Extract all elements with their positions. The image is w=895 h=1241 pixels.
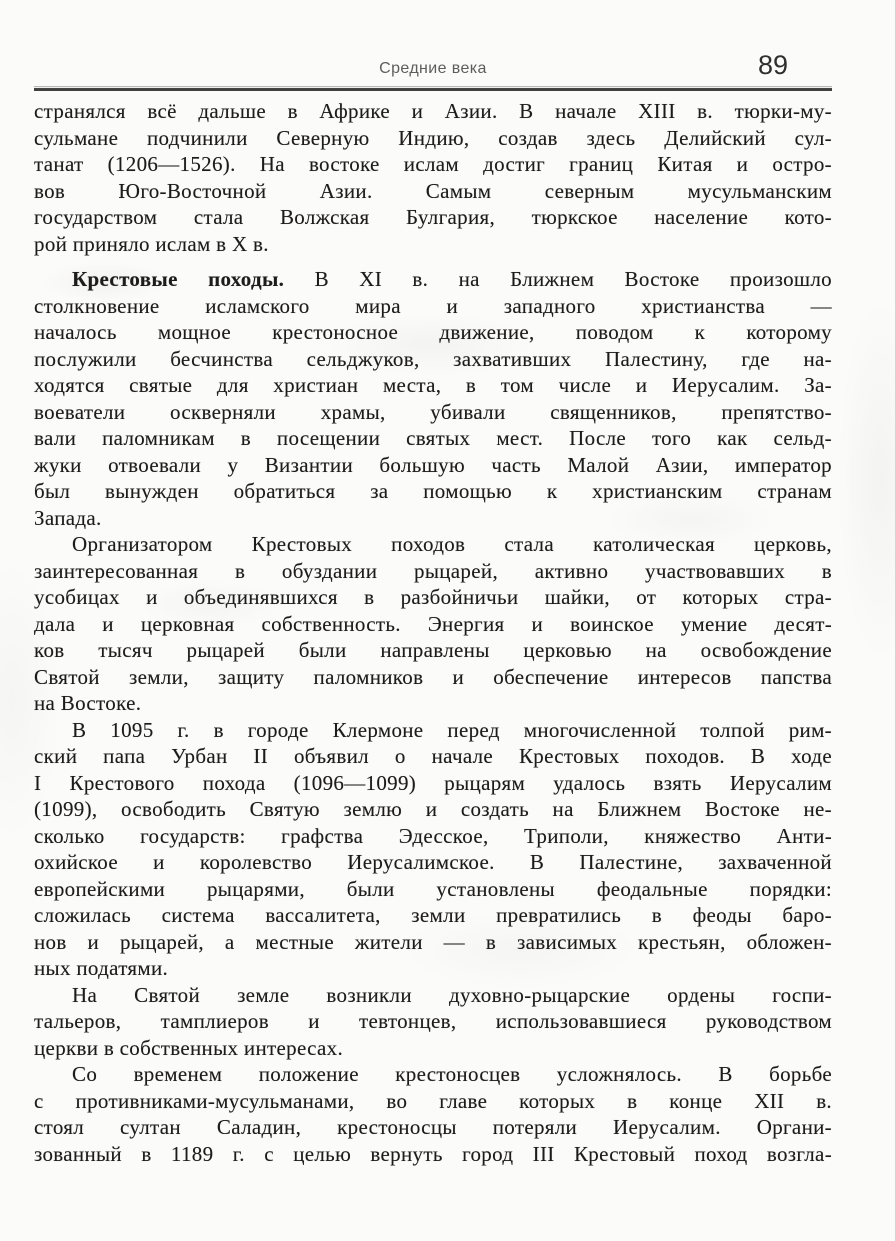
paragraph [34,717,832,982]
page-header [34,0,832,91]
text-line: (1099), освободить Святую землю и создать на Ближнем Востоке не- [34,797,832,821]
paragraph [34,266,832,531]
text-line: ходятся святые для христиан места, в том числе и Иерусалим. За- [34,373,832,397]
page-number: 89 [757,50,788,80]
text-line: охийское и королевство Иерусалимское. В Палестине, захваченной [34,850,832,874]
text-line: европейскими рыцарями, были установлены феодальные порядки: [34,876,832,901]
text-line: сложилась система вассалитета, земли превратились в феоды баро- [34,903,832,927]
text-line: ков тысяч рыцарей были направлены церковью на освобождение [34,638,832,662]
text-line: началось мощное крестоносное движение, поводом к которому [34,320,832,344]
text-line: Со временем положение крестоносцев усложнялось. В борьбе [72,1062,832,1086]
text-line: столкновение исламского мира и западного христианства — [34,293,832,318]
text-line: церкви в собственных интересах. [34,1035,344,1060]
text-line: Запада. [34,505,102,530]
text-line: рой приняло ислам в X в. [34,231,269,256]
text-line: сколько государств: графства Эдесское, Триполи, княжество Анти- [34,823,832,848]
section-heading: Крестовые походы. [72,267,285,291]
text-line: Святой земли, защиту паломников и обеспечение интересов папства [34,664,832,689]
text-line: сульмане подчинили Северную Индию, создав здесь Делийский сул- [34,125,832,150]
running-header-title: Средние века [379,60,487,77]
paragraph [34,1061,832,1167]
text-line: жуки отвоевали у Византии большую часть Малой Азии, император [34,452,832,477]
page-body [34,98,832,1167]
text-line: странялся всё дальше в Африке и Азии. В начале XIII в. тюрки-му- [34,99,832,123]
text-line: Организатором Крестовых походов стала католическая церковь, [72,532,832,556]
header-rule [34,86,832,91]
text-line: на Востоке. [34,691,142,715]
text-line: вали паломникам в посещении святых мест. После того как сельд- [34,426,832,450]
paragraph [34,531,832,717]
text-line: усобицах и объединявшихся в разбойничьи шайки, от которых стра- [34,585,832,609]
text-line: Крестовые походы. В XI в. на Ближнем Востоке произошло [72,267,832,291]
text-line: вов Юго-Восточной Азии. Самым северным мусульманским [34,178,832,203]
text-line: дала и церковная собственность. Энергия и воинское умение десят- [34,611,832,636]
text-line: ский папа Урбан II объявил о начале Крестовых походов. В ходе [34,744,832,768]
text-line: государством стала Волжская Булгария, тюркское население кото- [34,205,832,229]
text-line: ных податями. [34,956,169,980]
paragraph [34,98,832,257]
text-line: стоял султан Саладин, крестоносцы потеряли Иерусалим. Органи- [34,1115,832,1139]
text-line: I Крестового похода (1096—1099) рыцарям удалось взять Иерусалим [34,770,832,795]
text-line: В 1095 г. в городе Клермоне перед многочисленной толпой рим- [72,717,832,742]
text-line: послужили бесчинства сельджуков, захвативших Палестину, где на- [34,346,832,371]
text-line: зованный в 1189 г. с целью вернуть город III Крестовый поход возгла- [34,1141,832,1166]
text-line: с противниками-мусульманами, во главе которых в конце XII в. [34,1088,832,1113]
text-line: тальеров, тамплиеров и тевтонцев, использовавшиеся руководством [34,1009,832,1033]
text-line: нов и рыцарей, а местные жители — в зависимых крестьян, обложен- [34,929,832,954]
text-line: заинтересованная в обуздании рыцарей, активно участвовавших в [34,558,832,583]
text-line: На Святой земле возникли духовно-рыцарские ордены госпи- [72,982,832,1007]
paragraph [34,982,832,1062]
text-line: танат (1206—1526). На востоке ислам достиг границ Китая и остро- [34,152,832,176]
text-line: воеватели оскверняли храмы, убивали священников, препятство- [34,399,832,424]
text-line: был вынужден обратиться за помощью к христианским странам [34,479,832,503]
